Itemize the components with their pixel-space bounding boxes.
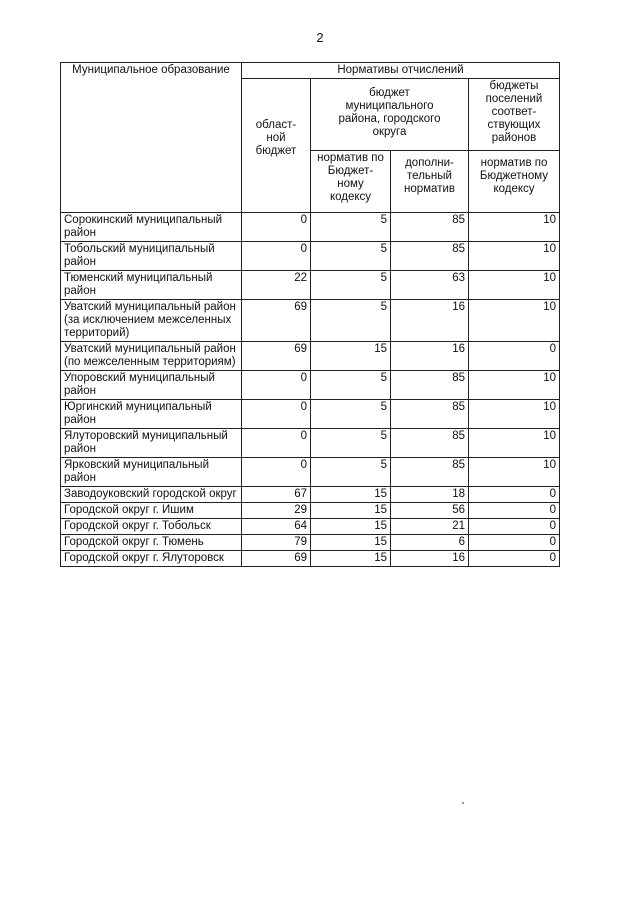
settlement-norm-value: 0	[469, 487, 560, 503]
district-norm-by-code-value: 15	[311, 342, 391, 371]
district-norm-by-code-value: 15	[311, 519, 391, 535]
regional-budget-value: 0	[242, 213, 311, 242]
regional-budget-value: 0	[242, 242, 311, 271]
municipality-name: Упоровский муниципальный район	[61, 371, 242, 400]
municipality-name: Сорокинский муниципальный район	[61, 213, 242, 242]
municipality-name: Городской округ г. Ишим	[61, 503, 242, 519]
settlement-norm-value: 10	[469, 429, 560, 458]
district-norm-by-code-value: 5	[311, 213, 391, 242]
settlement-norm-value: 0	[469, 535, 560, 551]
settlement-norm-value: 10	[469, 300, 560, 342]
district-additional-norm-value: 16	[391, 551, 469, 567]
district-norm-by-code-value: 5	[311, 429, 391, 458]
regional-budget-value: 0	[242, 400, 311, 429]
municipality-name: Городской округ г. Тюмень	[61, 535, 242, 551]
district-additional-norm-value: 16	[391, 300, 469, 342]
district-norm-by-code-value: 5	[311, 458, 391, 487]
settlement-norm-value: 10	[469, 400, 560, 429]
table-row	[61, 503, 560, 519]
scan-speck	[462, 802, 464, 804]
table-row	[61, 519, 560, 535]
district-additional-norm-value: 21	[391, 519, 469, 535]
district-norm-by-code-value: 5	[311, 371, 391, 400]
table-row	[61, 271, 560, 300]
regional-budget-value: 69	[242, 342, 311, 371]
header-deduction-norms: Нормативы отчислений	[242, 63, 560, 79]
settlement-norm-value: 0	[469, 342, 560, 371]
settlement-norm-value: 10	[469, 213, 560, 242]
municipality-name: Городской округ г. Ялуторовск	[61, 551, 242, 567]
table-row	[61, 551, 560, 567]
table-row	[61, 400, 560, 429]
table-row	[61, 342, 560, 371]
municipality-name: Тюменский муниципальный район	[61, 271, 242, 300]
header-municipal-formation: Муниципальное образование	[61, 63, 242, 213]
district-additional-norm-value: 18	[391, 487, 469, 503]
table-row	[61, 242, 560, 271]
table-row	[61, 213, 560, 242]
district-norm-by-code-value: 5	[311, 300, 391, 342]
regional-budget-value: 79	[242, 535, 311, 551]
district-additional-norm-value: 85	[391, 242, 469, 271]
table-row	[61, 429, 560, 458]
deduction-norms-table	[60, 62, 560, 567]
settlement-norm-value: 0	[469, 551, 560, 567]
district-additional-norm-value: 85	[391, 400, 469, 429]
municipality-name: Городской округ г. Тобольск	[61, 519, 242, 535]
settlement-norm-value: 10	[469, 458, 560, 487]
settlement-norm-value: 10	[469, 371, 560, 400]
district-additional-norm-value: 6	[391, 535, 469, 551]
table-row	[61, 458, 560, 487]
settlement-norm-value: 0	[469, 519, 560, 535]
municipality-name: Ялуторовский муниципальный район	[61, 429, 242, 458]
regional-budget-value: 69	[242, 551, 311, 567]
municipality-name: Заводоуковский городской округ	[61, 487, 242, 503]
header-norm-by-code: норматив по Бюджет- ному кодексу	[311, 151, 391, 213]
municipality-name: Ярковский муниципальный район	[61, 458, 242, 487]
district-additional-norm-value: 85	[391, 429, 469, 458]
regional-budget-value: 0	[242, 458, 311, 487]
settlement-norm-value: 10	[469, 271, 560, 300]
municipality-name: Уватский муниципальный район (за исключением межселенных территорий)	[61, 300, 242, 342]
municipality-name: Уватский муниципальный район (по межселенным территориям)	[61, 342, 242, 371]
regional-budget-value: 69	[242, 300, 311, 342]
page-number: 2	[316, 30, 324, 45]
header-settlement-budgets: бюджеты поселений соответ- ствующих районов	[469, 79, 560, 151]
header-settlement-norm-by-code: норматив по Бюджетному кодексу	[469, 151, 560, 213]
district-norm-by-code-value: 5	[311, 242, 391, 271]
regional-budget-value: 29	[242, 503, 311, 519]
district-additional-norm-value: 56	[391, 503, 469, 519]
settlement-norm-value: 10	[469, 242, 560, 271]
district-norm-by-code-value: 15	[311, 551, 391, 567]
district-additional-norm-value: 85	[391, 371, 469, 400]
settlement-norm-value: 0	[469, 503, 560, 519]
district-norm-by-code-value: 15	[311, 535, 391, 551]
header-regional-budget: област- ной бюджет	[242, 79, 311, 213]
district-norm-by-code-value: 5	[311, 271, 391, 300]
municipality-name: Юргинский муниципальный район	[61, 400, 242, 429]
regional-budget-value: 0	[242, 429, 311, 458]
district-additional-norm-value: 63	[391, 271, 469, 300]
table-row	[61, 300, 560, 342]
regional-budget-value: 64	[242, 519, 311, 535]
regional-budget-value: 0	[242, 371, 311, 400]
district-norm-by-code-value: 5	[311, 400, 391, 429]
district-additional-norm-value: 85	[391, 458, 469, 487]
table-row	[61, 371, 560, 400]
regional-budget-value: 22	[242, 271, 311, 300]
header-additional-norm: дополни- тельный норматив	[391, 151, 469, 213]
district-norm-by-code-value: 15	[311, 503, 391, 519]
table-row	[61, 535, 560, 551]
regional-budget-value: 67	[242, 487, 311, 503]
district-additional-norm-value: 16	[391, 342, 469, 371]
district-additional-norm-value: 85	[391, 213, 469, 242]
header-district-budget: бюджет муниципального района, городского округа	[311, 79, 469, 151]
municipality-name: Тобольский муниципальный район	[61, 242, 242, 271]
table-row	[61, 487, 560, 503]
district-norm-by-code-value: 15	[311, 487, 391, 503]
